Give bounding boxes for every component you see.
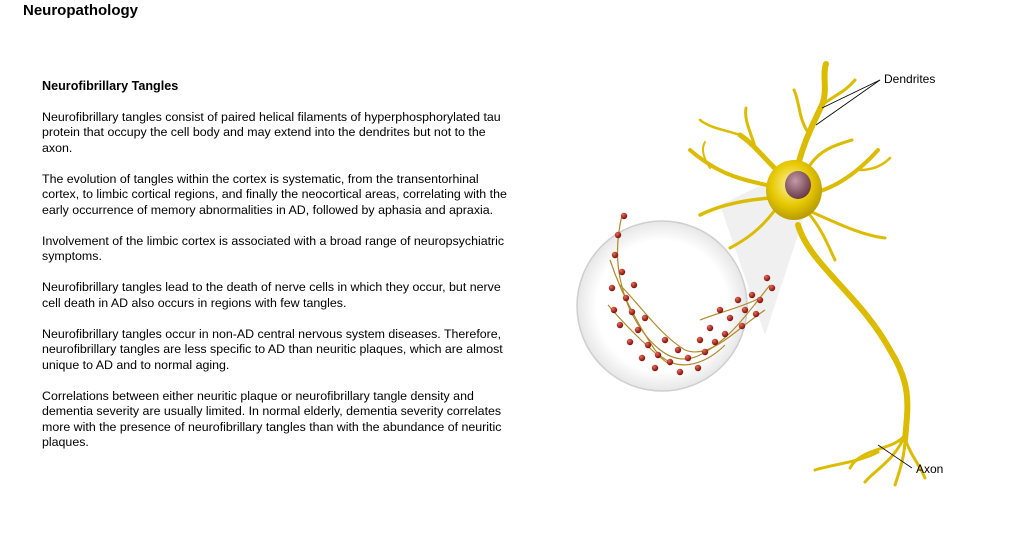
neuron-illustration [560,50,1014,500]
paragraph: Neurofibrillary tangles lead to the death of nerve cells in which they occur, but nerve cell death in AD also occurs in regions with few tangles. [42,280,501,310]
paragraph: Neurofibrillary tangles occur in non-AD central nervous system diseases. Therefore, neurofibrillary tangles are less specific to AD than neuritic plaques, which are almost unique to AD and to normal aging. [42,326,503,372]
axon-label: Axon [916,462,944,476]
nucleus [785,171,811,199]
text-column [42,79,512,466]
axon-terminals [815,435,925,485]
section-heading: Neurofibrillary Tangles [42,79,179,93]
neuron-diagram [560,50,1014,500]
axon [798,225,907,440]
paragraph: Correlations between either neuritic plaque or neurofibrillary tangle density and dementia severity are usually limited. In normal elderly, dementia severity correlates more with the presence of neurofibrillary tangles than with the abundance of neuritic plaques. [42,388,502,449]
paragraph: Involvement of the limbic cortex is associated with a broad range of neuropsychiatric symptoms. [42,233,505,263]
paragraph: The evolution of tangles within the cortex is systematic, from the transentorhinal cortex, to limbic cortical regions, and finally the neocortical areas, correlating with the early occurrence of memory abnormalities in AD, followed by aphasia and apraxia. [42,171,507,217]
paragraph: Neurofibrillary tangles consist of paired helical filaments of hyperphosphorylated tau protein that occupy the cell body and may extend into the dendrites but not to the axon. [42,109,501,155]
page-title: Neuropathology [23,2,138,19]
magnified-view [577,221,747,391]
dendrites-label: Dendrites [884,72,936,86]
